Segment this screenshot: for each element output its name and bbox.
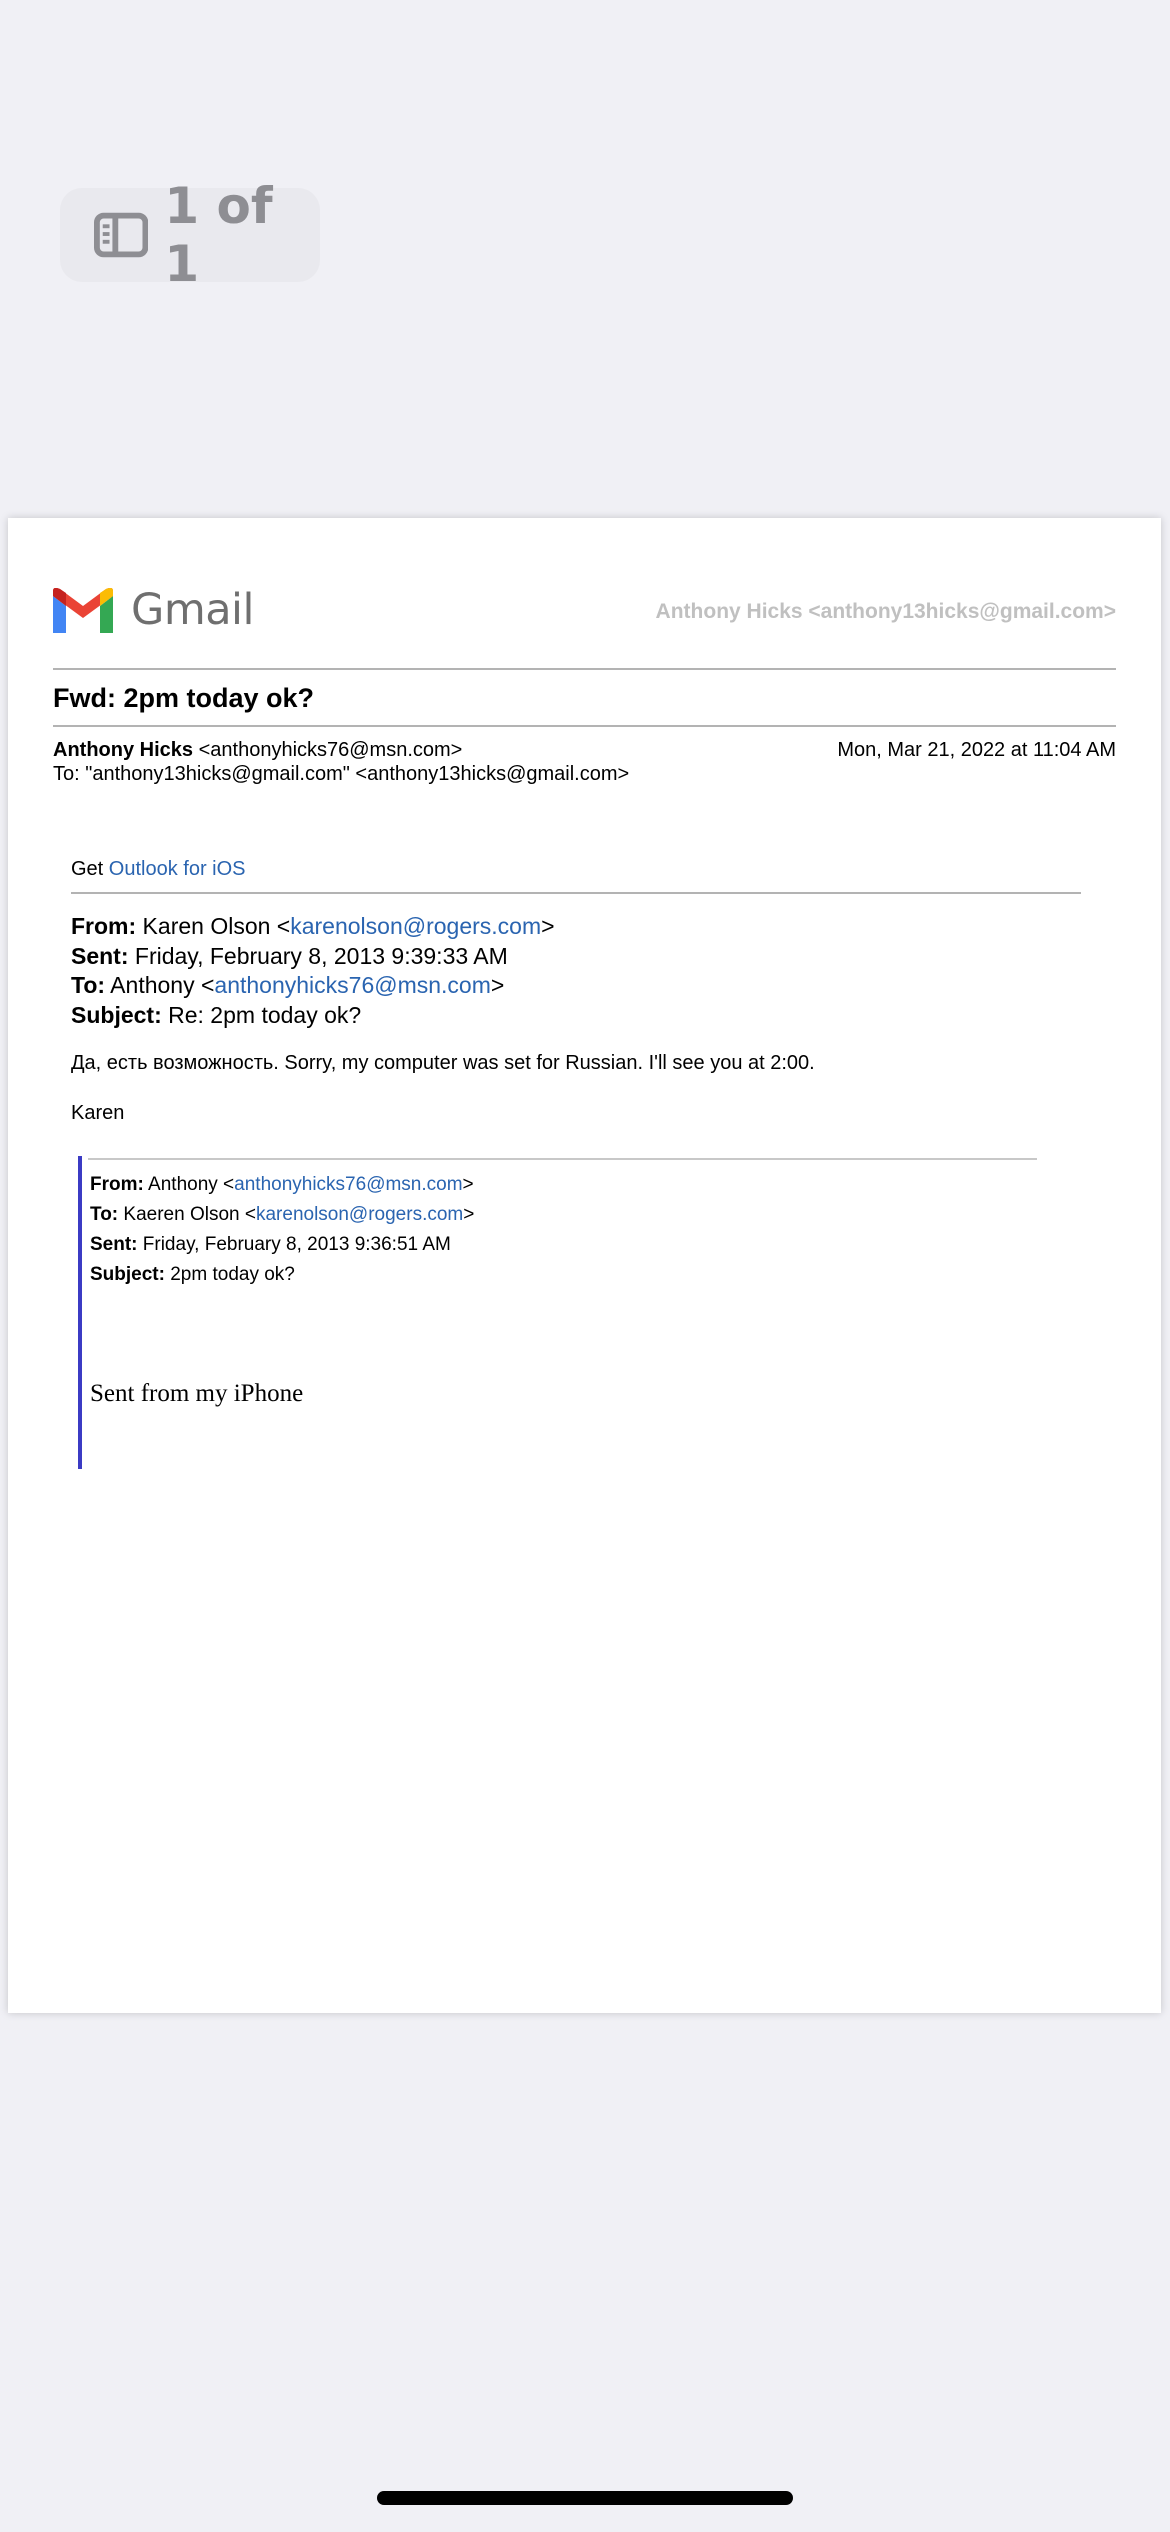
- to-label: To:: [71, 972, 106, 998]
- thread-subject: Fwd: 2pm today ok?: [53, 683, 315, 713]
- get-prefix: Get: [71, 858, 109, 880]
- quoted-subject-line: [90, 1260, 474, 1290]
- to-name: Anthony <: [105, 972, 215, 998]
- recipient-line: To: "anthony13hicks@gmail.com" <anthony13hicks@gmail.com>: [53, 763, 630, 785]
- sent-line: [71, 942, 1081, 972]
- message-body: Да, есть возможность. Sorry, my computer was set for Russian. I'll see you at 2:00.: [71, 1052, 815, 1074]
- quote-bar: [78, 1156, 82, 1469]
- email-print-page: [8, 518, 1161, 2013]
- to-email-link[interactable]: anthonyhicks76@msn.com: [214, 972, 491, 998]
- quoted-header: [90, 1170, 474, 1290]
- page-indicator[interactable]: [60, 177, 320, 293]
- angle-close: >: [462, 1174, 474, 1195]
- from-name: Karen Olson <: [136, 913, 291, 939]
- quoted-to-line: [90, 1200, 474, 1230]
- outlook-promo: [71, 858, 1081, 881]
- sender-email: <anthonyhicks76@msn.com>: [198, 739, 463, 761]
- angle-close: >: [490, 972, 505, 998]
- page-count-label: 1 of 1: [164, 177, 273, 293]
- quoted-subject-value: 2pm today ok?: [164, 1264, 295, 1285]
- from-label: From:: [71, 913, 137, 939]
- angle-close: >: [541, 913, 555, 939]
- quoted-from-email-link[interactable]: anthonyhicks76@msn.com: [234, 1174, 463, 1195]
- outlook-link[interactable]: Outlook for iOS: [108, 858, 246, 880]
- from-line: [71, 912, 1081, 942]
- quoted-sent-line: [90, 1230, 474, 1260]
- divider: [71, 892, 1081, 894]
- quoted-subject-label: Subject:: [90, 1264, 165, 1285]
- quoted-from-label: From:: [90, 1174, 144, 1195]
- angle-close: >: [463, 1204, 475, 1225]
- sender-line: [53, 739, 462, 762]
- subject-value: Re: 2pm today ok?: [161, 1001, 362, 1028]
- to-line: [71, 971, 1081, 1001]
- sent-label: Sent:: [71, 942, 129, 969]
- quoted-from-name: Anthony <: [143, 1174, 235, 1195]
- divider: [53, 725, 1116, 727]
- divider: [53, 668, 1116, 670]
- sent-value: Friday, February 8, 2013 9:39:33 AM: [128, 942, 508, 969]
- subject-label: Subject:: [71, 1001, 162, 1028]
- sender-name: Anthony Hicks: [53, 739, 194, 761]
- home-indicator[interactable]: [377, 2491, 793, 2505]
- from-email-link[interactable]: karenolson@rogers.com: [290, 913, 542, 939]
- message-header: [71, 912, 1081, 1030]
- subject-line: [71, 1001, 1081, 1031]
- quoted-to-label: To:: [90, 1204, 119, 1225]
- gmail-m-icon: [53, 588, 113, 633]
- quoted-to-email-link[interactable]: karenolson@rogers.com: [255, 1204, 464, 1225]
- message-signature: Karen: [71, 1102, 125, 1124]
- gmail-logo: [53, 585, 254, 635]
- divider: [88, 1158, 1037, 1160]
- account-label: Anthony Hicks <anthony13hicks@gmail.com>: [655, 600, 1116, 623]
- quoted-sent-label: Sent:: [90, 1234, 138, 1255]
- quoted-to-name: Kaeren Olson <: [118, 1204, 256, 1225]
- quoted-from-line: [90, 1170, 474, 1200]
- quoted-sent-value: Friday, February 8, 2013 9:36:51 AM: [137, 1234, 451, 1255]
- quoted-body: Sent from my iPhone: [90, 1380, 304, 1407]
- sidebar-icon: [94, 212, 148, 258]
- thread-date: Mon, Mar 21, 2022 at 11:04 AM: [837, 739, 1116, 761]
- gmail-wordmark: Gmail: [131, 585, 254, 635]
